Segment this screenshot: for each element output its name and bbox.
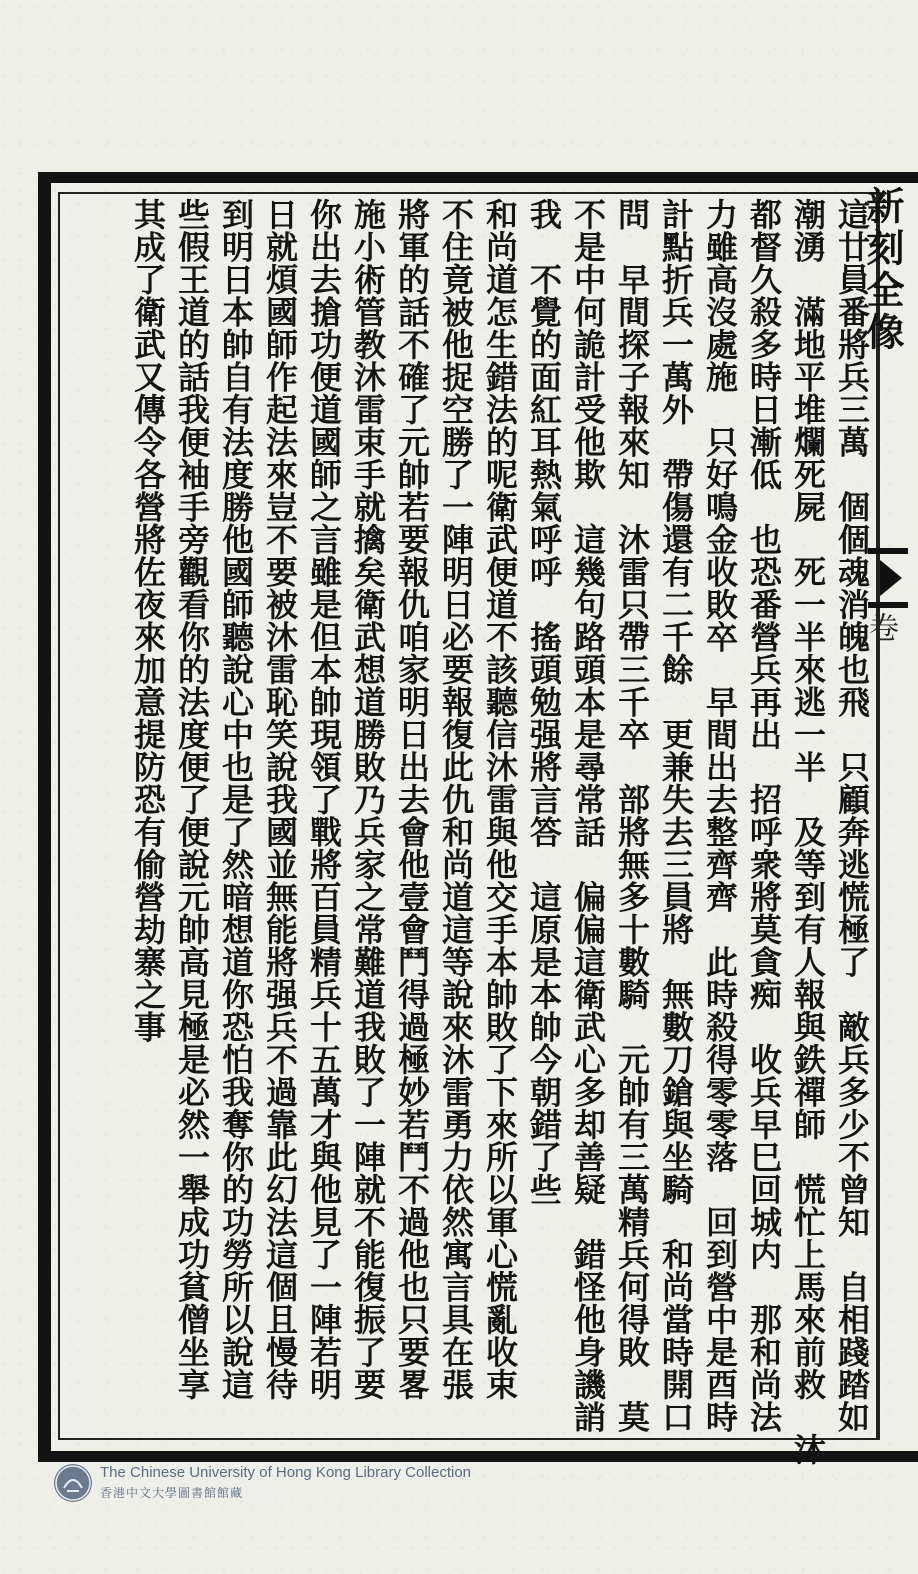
main-text [84, 198, 874, 1466]
library-seal-icon [54, 1464, 92, 1502]
fishtail-icon [880, 560, 902, 596]
text-column: 其成了衛武又傳令各營將佐夜來加意提防恐有偷營劫寨之事 [129, 198, 167, 1043]
margin-rule [878, 192, 880, 1440]
volume-mark: 卷 [863, 612, 898, 642]
text-column: 和尚道怎生錯法的呢衛武便道不該聽信沐雷與他交手本帥敗了下來所以軍心慌亂收束 [481, 198, 519, 1401]
text-column: 日就煩國師作起法來豈不要被沐雷恥笑說我國並無能將强兵不過靠此幻法這個且慢待 [261, 198, 299, 1401]
collection-credit-zh: 香港中文大學圖書館館藏 [100, 1486, 244, 1500]
text-column: 我 不覺的面紅耳熱氣呼呼 搖頭勉强將言答 這原是本帥今朝錯了些 [525, 198, 563, 1206]
text-column: 將軍的話不確了元帥若要報仇咱家明日出去會他壹會鬥得過極妙若鬥不過他也只要畧 [393, 198, 431, 1401]
text-column: 不是中何詭計受他欺 這幾句路頭本是尋常話 偏偏這衛武心多却善疑 錯怪他身譏誚 [569, 198, 607, 1433]
text-column: 力雖高沒處施 只好鳴金收敗卒 早間出去整齊齊 此時殺得零零落 回到營中是酉時 [701, 198, 739, 1433]
text-column: 你出去搶功便道國師之言雖是但本帥現領了戰將百員精兵十五萬才與他見了一陣若明 [305, 198, 343, 1401]
text-column: 施小術管教沐雷束手就擒矣衛武想道勝敗乃兵家之常難道我敗了一陣就不能復振了要 [349, 198, 387, 1401]
text-column: 都督久殺多時日漸低 也恐番營兵再出 招呼衆將莫貪痴 收兵早巳回城内 那和尚法 [745, 198, 783, 1433]
collection-credit-en: The Chinese University of Hong Kong Library Collection [100, 1464, 472, 1481]
text-column: 這廿員番將兵三萬 個個魂消魄也飛 只顧奔逃慌極了 敵兵多少不曾知 自相踐踏如 [833, 198, 871, 1433]
text-column: 到明日本帥自有法度勝他國師聽說心中也是了然暗想道你恐怕我奪你的功勞所以說這 [217, 198, 255, 1401]
text-column: 不住竟被他捉空勝了一陣明日必要報復此仇和尚道這等說來沐雷勇力依然寓言具在張 [437, 198, 475, 1401]
text-column: 問 早間探子報來知 沐雷只帶三千卒 部將無多十數騎 元帥有三萬精兵何得敗 莫 [613, 198, 651, 1433]
text-column: 潮湧 滿地平堆爛死屍 死一半來逃一半 及等到有人報與鉄禪師 慌忙上馬來前救 沐 [789, 198, 827, 1466]
text-column: 計點折兵一萬外 帶傷還有二千餘 更兼失去三員將 無數刀鎗與坐騎 和尚當時開口 [657, 198, 695, 1433]
text-column: 些假王道的話我便袖手旁觀看你的法度便了便說元帥高見極是必然一舉成功貧僧坐享 [173, 198, 211, 1401]
